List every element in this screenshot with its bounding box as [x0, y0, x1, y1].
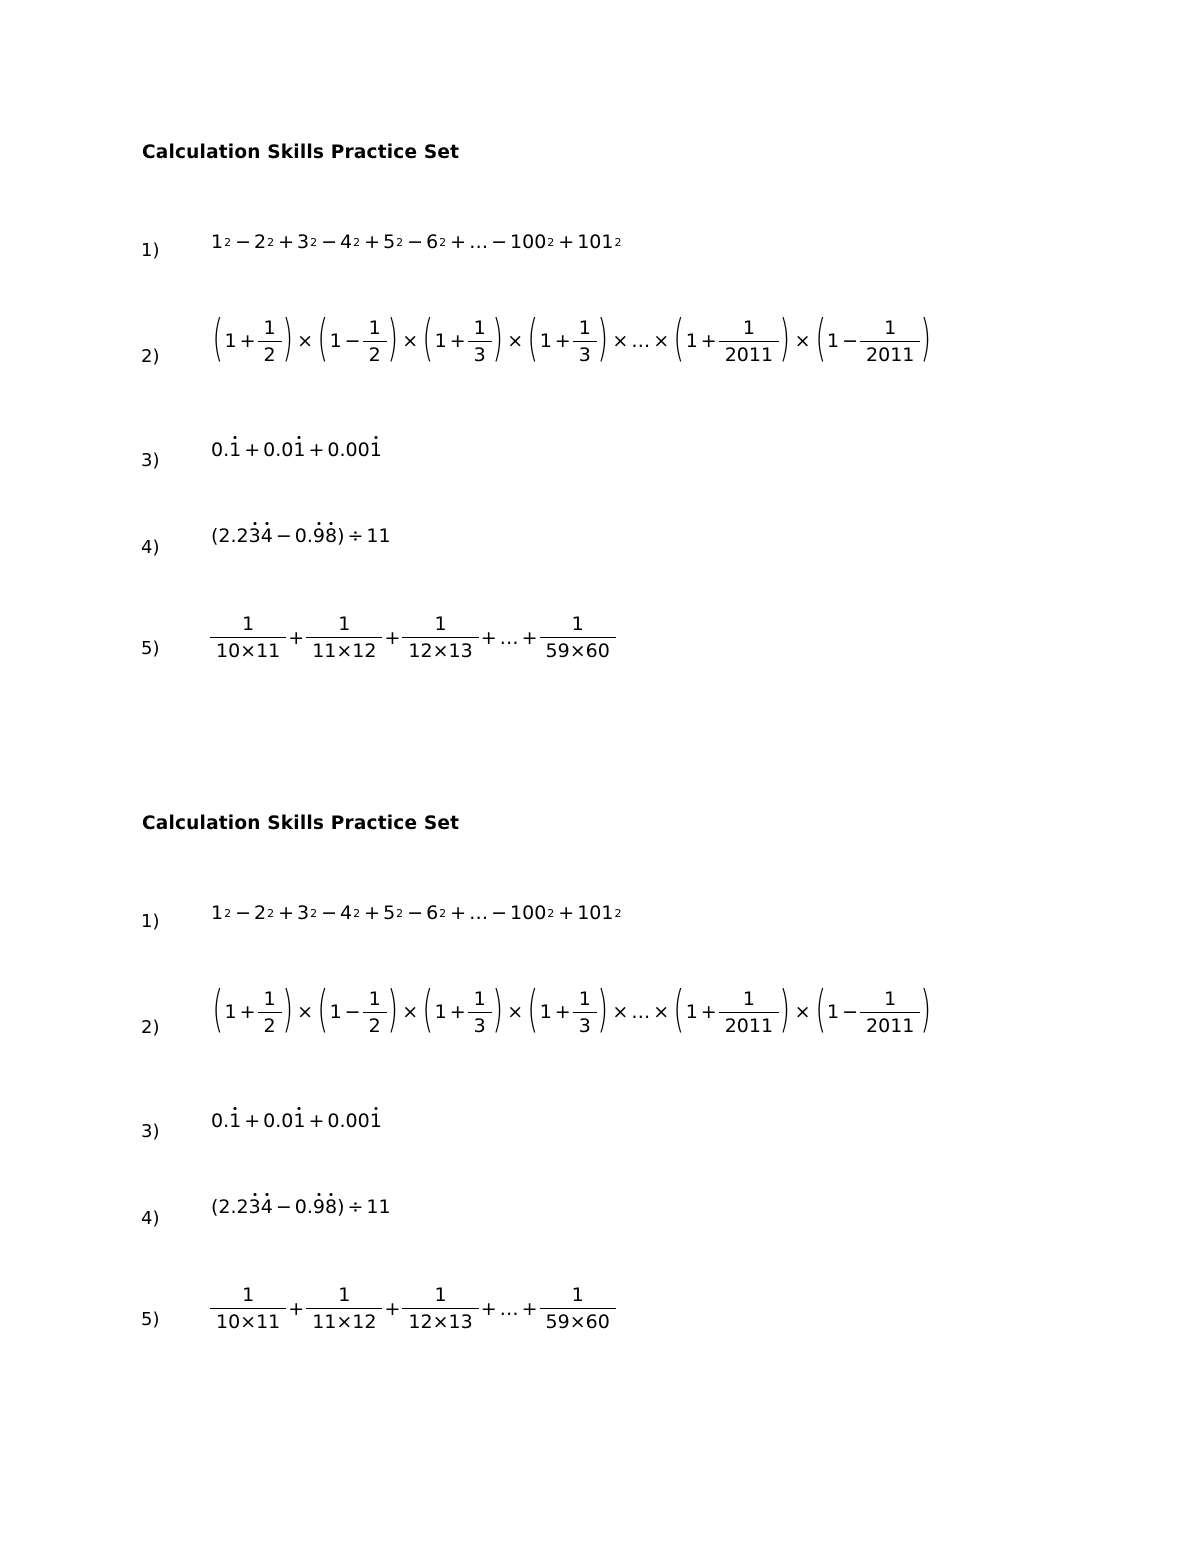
math-op: +	[239, 1001, 256, 1023]
math-op: +	[449, 1001, 466, 1023]
problem-5-number: 5)	[141, 1309, 160, 1330]
math-paren: )	[779, 980, 791, 1038]
math-op: ÷	[347, 1196, 364, 1218]
math-frac	[722, 317, 776, 366]
math-paren: (	[422, 309, 434, 367]
math-sup: 2	[310, 906, 318, 920]
math-grp: ( 1 − $\frac{1}{2011}$ )	[814, 980, 932, 1038]
math-rep: 3	[248, 1196, 261, 1218]
math-sup: 2	[224, 906, 232, 920]
math-rep: 4	[260, 1196, 273, 1218]
math-paren: )	[492, 309, 503, 367]
math-frac	[309, 613, 379, 662]
math-op: +	[384, 626, 401, 649]
math-n: 1	[258, 317, 282, 342]
problem-5-expression: $\frac{1}{10\times 11}$ + $\frac{1}{11\times 12}$ + $\frac{1}{12\times 13}$ + … + $\frac{1}{59\times 60}$	[211, 613, 615, 662]
math-op: ×	[297, 330, 314, 352]
math-paren: )	[779, 309, 791, 367]
math-d: 2011	[866, 343, 915, 366]
math-sup: 2	[310, 235, 318, 249]
math-frac	[722, 988, 776, 1037]
math-n: 1	[540, 1284, 616, 1309]
problem-3-number: 3)	[141, 450, 160, 471]
math-grp: ( 1 + $\frac{1}{2011}$ )	[673, 980, 791, 1038]
math-paren: (	[317, 980, 329, 1038]
math-frac	[366, 317, 384, 366]
math-op: +	[278, 231, 295, 253]
math-op: +	[450, 902, 467, 924]
math-paren: )	[492, 980, 503, 1038]
math-frac	[213, 613, 283, 662]
math-rep: 3	[248, 525, 261, 547]
math-frac	[576, 988, 594, 1037]
math-n: 1	[468, 988, 492, 1013]
math-paren: (	[527, 309, 539, 367]
math-d: 3	[578, 1014, 591, 1037]
math-d: 2011	[724, 343, 774, 366]
math-op: +	[244, 1110, 261, 1132]
math-op: +	[288, 626, 305, 649]
math-d: 3	[473, 343, 486, 366]
math-paren: )	[597, 309, 608, 367]
math-op: +	[521, 1297, 538, 1320]
math-op: +	[239, 330, 256, 352]
problem-1-number: 1)	[141, 240, 160, 261]
math-sup: 2	[396, 235, 404, 249]
math-paren: )	[387, 980, 398, 1038]
math-frac	[309, 1284, 379, 1333]
math-d: 10×11	[216, 640, 281, 662]
math-n: 1	[860, 988, 920, 1013]
problem-3-expression: 0. 1 + 0.0 1 + 0.00 1	[211, 1110, 382, 1132]
math-frac	[471, 988, 489, 1037]
math-op: ×	[507, 330, 524, 352]
math-frac	[405, 1284, 475, 1333]
math-paren: )	[597, 980, 608, 1038]
math-frac	[471, 317, 489, 366]
math-op: +	[554, 1001, 571, 1023]
math-d: 11×12	[312, 640, 377, 662]
problem-5-expression: $\frac{1}{10\times 11}$ + $\frac{1}{11\times 12}$ + $\frac{1}{12\times 13}$ + … + $\frac{1}{59\times 60}$	[211, 1284, 615, 1333]
problem-2-number: 2)	[141, 1017, 160, 1038]
math-sup: 2	[439, 906, 447, 920]
problem-5-number: 5)	[141, 638, 160, 659]
math-frac	[213, 1284, 283, 1333]
math-frac	[405, 613, 475, 662]
math-frac	[261, 988, 279, 1037]
math-sup: 2	[614, 235, 622, 249]
math-op: −	[491, 231, 508, 253]
problem-3-number: 3)	[141, 1121, 160, 1142]
worksheet-title: Calculation Skills Practice Set	[142, 142, 460, 163]
math-sup: 2	[224, 235, 232, 249]
math-d: 3	[473, 1014, 486, 1037]
math-rep: 4	[260, 525, 273, 547]
math-n: 1	[860, 317, 920, 342]
math-op: +	[558, 902, 575, 924]
math-op: ×	[402, 1001, 419, 1023]
math-paren: (	[814, 980, 826, 1038]
math-op: ×	[402, 330, 419, 352]
problem-1-expression: 1 2 − 2 2 + 3 2 − 4 2 + 5 2 − 6 2 + … − 100 2 + 101 2	[211, 231, 622, 253]
math-op: −	[842, 1001, 859, 1023]
problem-1-number: 1)	[141, 911, 160, 932]
math-rep: 1	[229, 1110, 242, 1132]
math-rep: 9	[312, 525, 325, 547]
math-op: ×	[794, 1001, 811, 1023]
math-sup: 2	[614, 906, 622, 920]
math-paren: (	[212, 309, 224, 367]
math-op: +	[480, 626, 497, 649]
math-paren: (	[422, 980, 434, 1038]
math-op: ×	[653, 330, 670, 352]
math-n: 1	[210, 613, 286, 638]
math-op: +	[244, 439, 261, 461]
math-paren: )	[920, 309, 932, 367]
math-d: 2	[263, 343, 276, 366]
math-frac	[543, 613, 613, 662]
math-paren: (	[317, 309, 329, 367]
math-op: +	[449, 330, 466, 352]
math-op: ÷	[347, 525, 364, 547]
math-d: 12×13	[408, 1311, 473, 1333]
math-n: 1	[402, 613, 478, 638]
math-frac	[863, 317, 917, 366]
math-grp: ( 1 − $\frac{1}{2}$ )	[317, 980, 398, 1038]
math-op: −	[344, 1001, 361, 1023]
math-op: +	[308, 439, 325, 461]
problem-2-expression: ( 1 + $\frac{1}{2}$ ) × ( 1 − $\frac{1}{2}$ ) × ( 1 + $\frac{1}{3}$ ) × ( 1 + $\frac{1}{3}$ ) × … × ( 1 + $\frac{1}{2011}$ ) × ( 1 − $\frac{1}{2011}$ )	[212, 309, 932, 367]
problem-3-expression: 0. 1 + 0.0 1 + 0.00 1	[211, 439, 382, 461]
math-op: ×	[612, 330, 629, 352]
math-grp: ( 1 + $\frac{1}{3}$ )	[422, 980, 503, 1038]
math-op: +	[521, 626, 538, 649]
math-d: 2011	[724, 1014, 774, 1037]
math-op: +	[700, 1001, 717, 1023]
math-n: 1	[402, 1284, 478, 1309]
math-n: 1	[573, 988, 597, 1013]
math-op: +	[384, 1297, 401, 1320]
problem-2-number: 2)	[141, 346, 160, 367]
math-sup: 2	[547, 906, 555, 920]
math-n: 1	[306, 1284, 382, 1309]
math-n: 1	[363, 988, 387, 1013]
math-sup: 2	[353, 235, 361, 249]
math-op: ×	[507, 1001, 524, 1023]
math-n: 1	[468, 317, 492, 342]
math-d: 10×11	[216, 1311, 281, 1333]
math-op: −	[407, 231, 424, 253]
math-d: 2011	[866, 1014, 915, 1037]
math-sup: 2	[547, 235, 555, 249]
math-n: 1	[258, 988, 282, 1013]
math-grp: ( 1 + $\frac{1}{2011}$ )	[673, 309, 791, 367]
problem-4-number: 4)	[141, 1208, 160, 1229]
math-grp: ( 1 + $\frac{1}{2}$ )	[212, 980, 293, 1038]
math-op: +	[308, 1110, 325, 1132]
problem-4-number: 4)	[141, 537, 160, 558]
math-paren: (	[212, 980, 224, 1038]
math-frac	[543, 1284, 613, 1333]
math-grp: ( 1 + $\frac{1}{3}$ )	[422, 309, 503, 367]
math-op: −	[321, 902, 338, 924]
problem-2-expression: ( 1 + $\frac{1}{2}$ ) × ( 1 − $\frac{1}{2}$ ) × ( 1 + $\frac{1}{3}$ ) × ( 1 + $\frac{1}{3}$ ) × … × ( 1 + $\frac{1}{2011}$ ) × ( 1 − $\frac{1}{2011}$ )	[212, 980, 932, 1038]
math-n: 1	[573, 317, 597, 342]
math-sup: 2	[439, 235, 447, 249]
worksheet-2	[0, 671, 1200, 1371]
math-op: +	[554, 330, 571, 352]
problem-1-expression: 1 2 − 2 2 + 3 2 − 4 2 + 5 2 − 6 2 + … − 100 2 + 101 2	[211, 902, 622, 924]
math-op: −	[491, 902, 508, 924]
math-op: +	[288, 1297, 305, 1320]
math-sup: 2	[267, 906, 275, 920]
math-rep: 8	[324, 525, 338, 547]
math-op: ×	[612, 1001, 629, 1023]
math-paren: )	[387, 309, 398, 367]
math-d: 2	[368, 1014, 381, 1037]
math-paren: (	[673, 309, 685, 367]
math-sup: 2	[353, 906, 361, 920]
math-grp: ( 1 + $\frac{1}{3}$ )	[527, 980, 608, 1038]
math-d: 2	[368, 343, 381, 366]
math-op: +	[480, 1297, 497, 1320]
math-grp: ( 1 + $\frac{1}{2}$ )	[212, 309, 293, 367]
math-paren: )	[920, 980, 932, 1038]
math-op: −	[275, 1196, 292, 1218]
math-rep: 8	[324, 1196, 338, 1218]
math-paren: (	[527, 980, 539, 1038]
math-frac	[261, 317, 279, 366]
math-op: +	[278, 902, 295, 924]
worksheet-1	[0, 0, 1200, 700]
worksheet-title: Calculation Skills Practice Set	[142, 813, 460, 834]
math-op: +	[364, 231, 381, 253]
math-rep: 1	[369, 439, 382, 461]
math-op: −	[235, 902, 252, 924]
math-op: −	[842, 330, 859, 352]
math-n: 1	[719, 988, 779, 1013]
math-op: +	[558, 231, 575, 253]
math-d: 11×12	[312, 1311, 377, 1333]
problem-4-expression: (2.2 3 4 − 0. 9 8 ) ÷ 11	[211, 1196, 391, 1218]
math-op: ×	[297, 1001, 314, 1023]
math-grp: ( 1 + $\frac{1}{3}$ )	[527, 309, 608, 367]
math-rep: 1	[369, 1110, 382, 1132]
math-op: −	[407, 902, 424, 924]
math-paren: )	[282, 309, 293, 367]
math-d: 2	[263, 1014, 276, 1037]
math-op: +	[364, 902, 381, 924]
math-n: 1	[306, 613, 382, 638]
math-rep: 1	[293, 439, 306, 461]
math-frac	[366, 988, 384, 1037]
math-grp: ( 1 − $\frac{1}{2}$ )	[317, 309, 398, 367]
math-rep: 9	[312, 1196, 325, 1218]
math-op: +	[450, 231, 467, 253]
math-paren: (	[814, 309, 826, 367]
math-d: 3	[578, 343, 591, 366]
math-frac	[863, 988, 917, 1037]
math-n: 1	[210, 1284, 286, 1309]
problem-4-expression: (2.2 3 4 − 0. 9 8 ) ÷ 11	[211, 525, 391, 547]
math-frac	[576, 317, 594, 366]
math-op: ×	[653, 1001, 670, 1023]
math-d: 12×13	[408, 640, 473, 662]
math-n: 1	[719, 317, 779, 342]
math-op: +	[700, 330, 717, 352]
math-paren: )	[282, 980, 293, 1038]
math-op: −	[275, 525, 292, 547]
math-n: 1	[540, 613, 616, 638]
math-n: 1	[363, 317, 387, 342]
math-paren: (	[673, 980, 685, 1038]
math-d: 59×60	[545, 1311, 610, 1333]
math-sup: 2	[267, 235, 275, 249]
math-rep: 1	[293, 1110, 306, 1132]
math-op: ×	[794, 330, 811, 352]
math-sup: 2	[396, 906, 404, 920]
math-op: −	[235, 231, 252, 253]
math-op: −	[344, 330, 361, 352]
math-op: −	[321, 231, 338, 253]
math-d: 59×60	[545, 640, 610, 662]
math-grp: ( 1 − $\frac{1}{2011}$ )	[814, 309, 932, 367]
math-rep: 1	[229, 439, 242, 461]
